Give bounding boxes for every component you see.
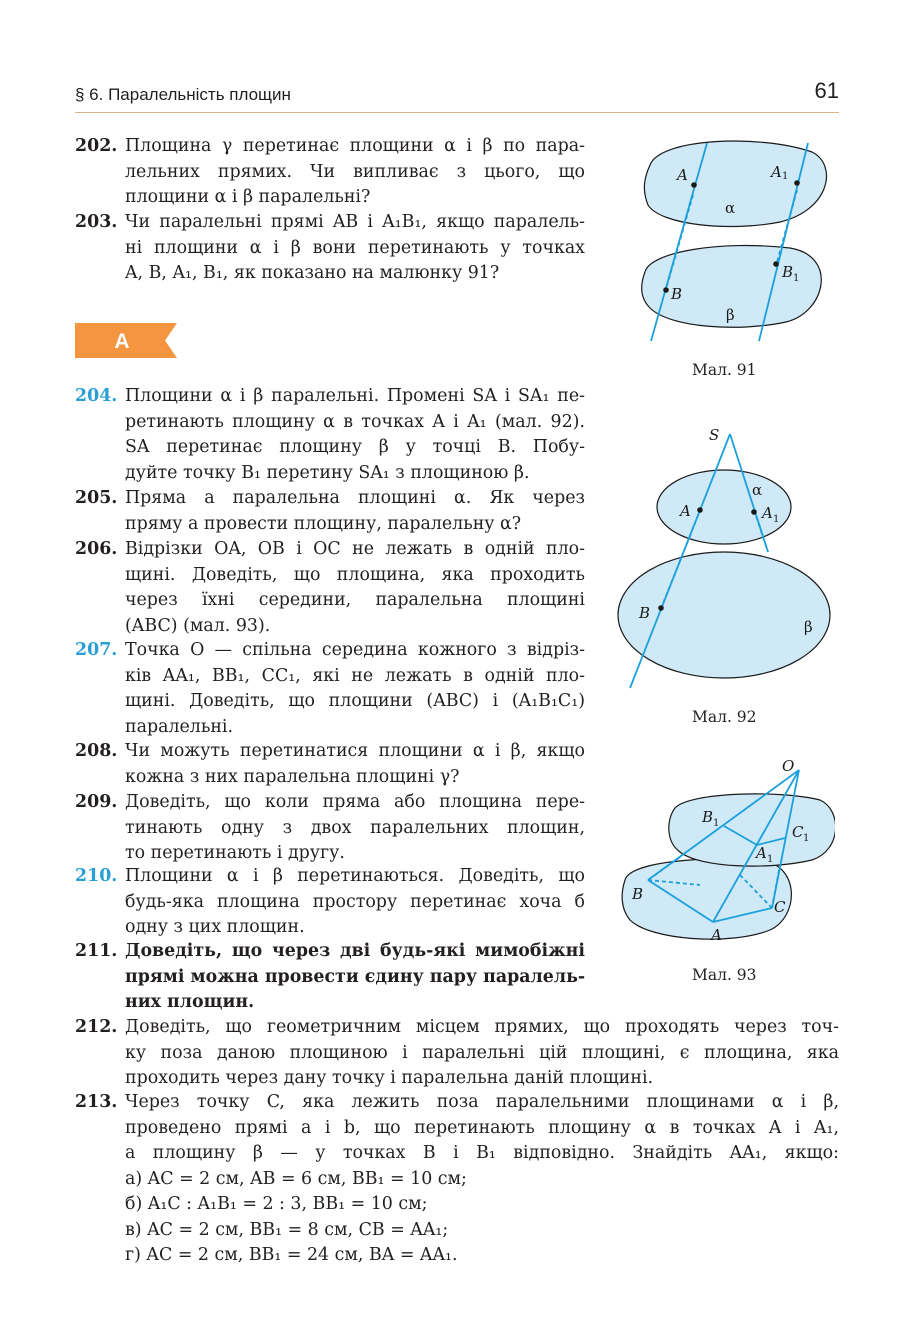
label-b: B: [639, 604, 651, 622]
problem-line: площини α і β паралельні?: [125, 187, 371, 207]
problem-number: 208.: [75, 741, 118, 761]
label-a1-sub: 1: [767, 854, 774, 865]
problem-line: них площин.: [125, 992, 255, 1012]
problem-number: 209.: [75, 792, 118, 812]
point-b1: [773, 261, 779, 267]
label-o: O: [782, 757, 795, 775]
figure-92: [615, 420, 835, 700]
problem-number: 210.: [75, 866, 118, 886]
problem-line: то перетинають і другу.: [125, 843, 345, 863]
problem-line: щині. Доведіть, що площини (ABC) і (A₁B₁C₁): [125, 691, 585, 711]
label-alpha: α: [725, 199, 736, 217]
problem-line: Через точку C, яка лежить поза паралельними площинами α і β,: [125, 1092, 839, 1112]
problem-line: ків AA₁, BB₁, CC₁, які не лежать в одній пло-: [125, 665, 585, 686]
section-tab: [75, 323, 177, 358]
problem-number: 211.: [75, 941, 118, 961]
point-a1: [794, 180, 800, 186]
label-a: A: [677, 166, 688, 184]
problem-number: 202.: [75, 136, 118, 156]
label-b: B: [632, 885, 644, 903]
problem-line: б) A₁C : A₁B₁ = 2 : 3, BB₁ = 10 см;: [125, 1194, 428, 1214]
problem-line: паралельні.: [125, 716, 233, 737]
label-b1: B: [782, 263, 794, 281]
page-header: [75, 78, 839, 113]
problem-line: проходить через дану точку і паралельна даній площині.: [125, 1068, 654, 1088]
label-a1-sub: 1: [773, 514, 780, 525]
problem-number: 205.: [75, 488, 118, 508]
problem-line: (ABC) (мал. 93).: [125, 615, 271, 636]
problem-line: Площина γ перетинає площини α і β по пара-: [125, 136, 585, 156]
problem-number: 203.: [75, 212, 118, 232]
point-a1: [751, 509, 757, 515]
problem-line: одну з цих площин.: [125, 917, 305, 937]
label-c: C: [774, 898, 786, 916]
figure-93: [615, 750, 835, 950]
problem-line: ку поза даною площиною і паралельні цій площині, є площина, яка: [125, 1042, 839, 1063]
problem-line: Доведіть, що коли пряма або площина пере-: [125, 792, 585, 812]
problem-line: лельних прямих. Чи випливає з цього, що: [125, 161, 585, 182]
problem-number: 204.: [75, 386, 118, 406]
label-a: A: [711, 926, 722, 944]
problem-line: Чи можуть перетинатися площини α і β, якщо: [125, 741, 585, 761]
point-a: [697, 507, 703, 513]
problem-line: Точка O — спільна середина кожного з відріз-: [125, 640, 585, 660]
label-a1: A: [762, 504, 773, 522]
label-b1-sub: 1: [713, 818, 720, 829]
point-b: [663, 287, 669, 293]
problem-line: пряму a провести площину, паралельну α?: [125, 513, 522, 534]
problem-number: 212.: [75, 1017, 118, 1037]
problem-line: Доведіть, що геометричним місцем прямих, що проходять через точ-: [125, 1017, 839, 1037]
label-a1-sub: 1: [782, 171, 789, 182]
problem-line: проведено прямі a і b, що перетинають площину α в точках A і A₁,: [125, 1117, 839, 1138]
problem-line: Чи паралельні прямі AB і A₁B₁, якщо паралель-: [125, 212, 585, 232]
label-c1: C: [792, 823, 804, 841]
figure-92-caption: Мал. 92: [692, 708, 757, 726]
problem-line: в) AC = 2 см, BB₁ = 8 см, CB = AA₁;: [125, 1219, 449, 1240]
section-label: А: [114, 330, 130, 353]
problem-line: Доведіть, що через дві будь-які мимобіжні: [125, 941, 585, 961]
label-beta: β: [726, 306, 735, 324]
problem-line: Пряма a паралельна площині α. Як через: [125, 488, 585, 508]
problem-number: 206.: [75, 539, 118, 559]
plane-abc: [622, 859, 791, 939]
problem-line: Відрізки OA, OB і OC не лежать в одній пло-: [125, 539, 585, 559]
page-number: 61: [814, 78, 839, 103]
problem-line: A, B, A₁, B₁, як показано на малюнку 91?: [125, 263, 500, 283]
problem-line: ретинають площину α в точках A і A₁ (мал. 92).: [125, 411, 585, 432]
label-s: S: [709, 426, 720, 444]
problem-line: через їхні середини, паралельна площині: [125, 590, 585, 610]
label-b1: B: [702, 808, 714, 826]
problem-line: а площину β — у точках B і B₁ відповідно. Знайдіть AA₁, якщо:: [125, 1143, 839, 1163]
figure-91: [630, 130, 830, 350]
problem-line: тинають одну з двох паралельних площин,: [125, 817, 585, 838]
point-b: [658, 605, 664, 611]
problem-line: кожна з них паралельна площині γ?: [125, 766, 460, 787]
problem-line: дуйте точку B₁ перетину SA₁ з площиною β.: [125, 462, 530, 483]
figure-91-caption: Мал. 91: [692, 361, 757, 379]
section-title: § 6. Паралельність площин: [75, 85, 291, 104]
problem-number: 213.: [75, 1092, 118, 1112]
label-a1: A: [756, 844, 767, 862]
problem-line: а) AC = 2 см, AB = 6 см, BB₁ = 10 см;: [125, 1168, 467, 1189]
problem-line: SA перетинає площину β у точці B. Побу-: [125, 437, 585, 457]
problem-line: щині. Доведіть, що площина, яка проходить: [125, 564, 585, 585]
point-a: [691, 182, 697, 188]
label-b1-sub: 1: [793, 273, 800, 284]
problem-line: будь-яка площина простору перетинає хоча б: [125, 891, 585, 912]
label-alpha: α: [752, 481, 763, 499]
label-beta: β: [804, 618, 813, 636]
problem-line: г) AC = 2 см, BB₁ = 24 см, BA = AA₁.: [125, 1245, 458, 1265]
figure-93-caption: Мал. 93: [692, 966, 757, 984]
label-a: A: [680, 502, 691, 520]
problem-line: ні площини α і β вони перетинають у точках: [125, 237, 585, 258]
problem-line: Площини α і β паралельні. Промені SA і SA₁ пе-: [125, 386, 585, 406]
label-b: B: [671, 285, 683, 303]
label-c1-sub: 1: [803, 833, 810, 844]
problem-number: 207.: [75, 640, 118, 660]
problem-line: прямі можна провести єдину пару паралель-: [125, 966, 586, 987]
problem-line: Площини α і β перетинаються. Доведіть, що: [125, 866, 585, 886]
label-a1: A: [771, 163, 782, 181]
